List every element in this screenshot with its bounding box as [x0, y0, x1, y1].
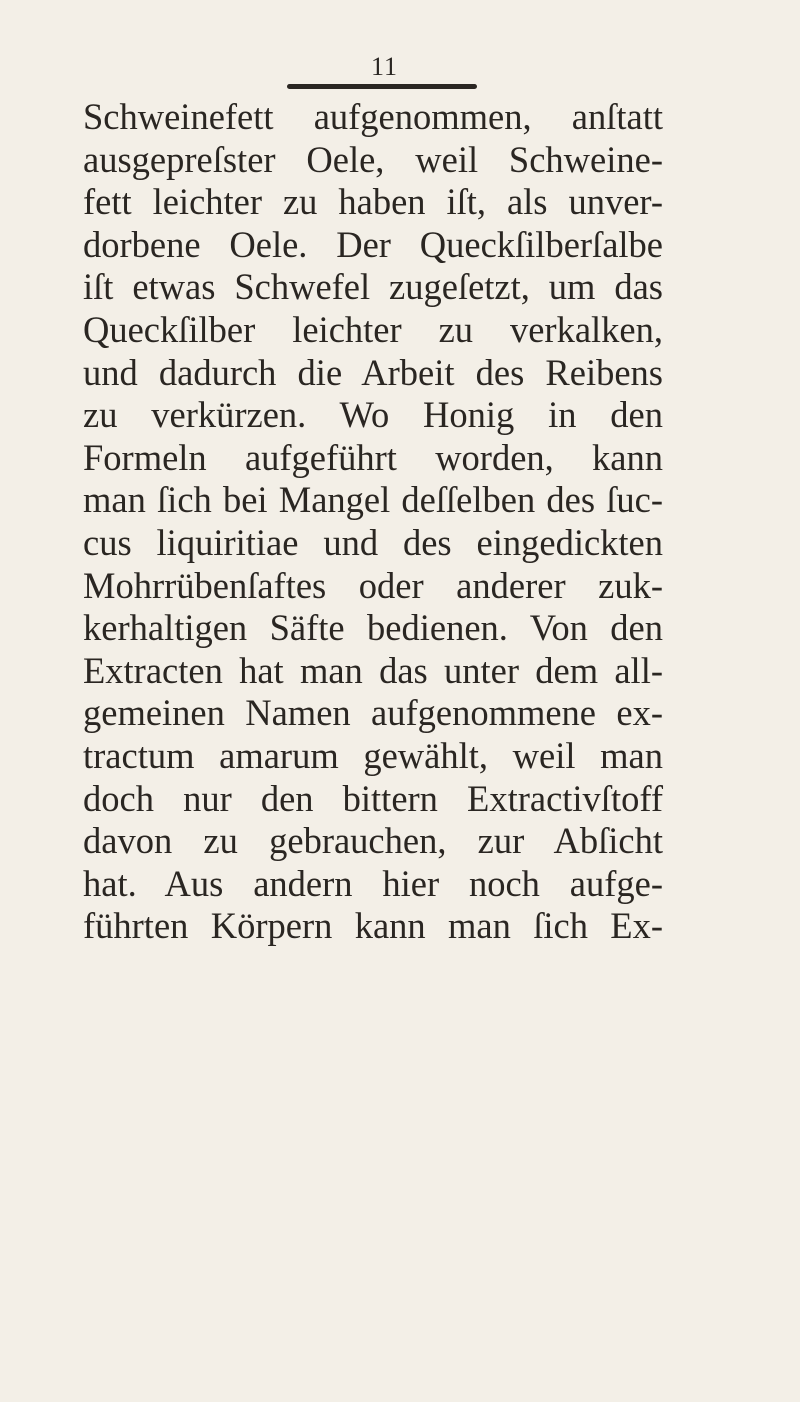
page-number: 11	[371, 52, 399, 81]
text-line: dorbene Oele. Der Queckſilberſalbe	[83, 223, 663, 265]
text-line: tractum amarum gewählt, weil man	[83, 734, 663, 776]
text-line: man ſich bei Mangel deſſelben des ſuc-	[83, 479, 663, 521]
text-line: kerhaltigen Säfte bedienen. Von den	[83, 607, 663, 649]
text-line: iſt etwas Schwefel zugeſetzt, um das	[83, 266, 663, 308]
text-line: führten Körpern kann man ſich Ex-	[83, 905, 663, 947]
text-line: Queckſilber leichter zu verkalken,	[83, 308, 663, 350]
text-line: Formeln aufgeführt worden, kann	[83, 436, 663, 478]
header-rule	[287, 84, 477, 89]
text-line: Mohrrübenſaftes oder anderer zuk-	[83, 564, 663, 606]
text-line: davon zu gebrauchen, zur Abſicht	[83, 820, 663, 862]
text-line: cus liquiritiae und des eingedickten	[83, 521, 663, 563]
text-line: doch nur den bittern Extractivſtoff	[83, 777, 663, 819]
text-line: ausgepreſster Oele, weil Schweine-	[83, 138, 663, 180]
text-line: gemeinen Namen aufgenommene ex-	[83, 692, 663, 734]
text-line: hat. Aus andern hier noch aufge-	[83, 862, 663, 904]
text-line: zu verkürzen. Wo Honig in den	[83, 394, 663, 436]
text-line: Schweinefett aufgenommen, anſtatt	[83, 96, 663, 137]
text-line: und dadurch die Arbeit des Reibens	[83, 351, 663, 393]
text-line: Extracten hat man das unter dem all-	[83, 649, 663, 691]
text-line: fett leichter zu haben iſt, als unver-	[83, 181, 663, 223]
body-text	[83, 96, 663, 948]
